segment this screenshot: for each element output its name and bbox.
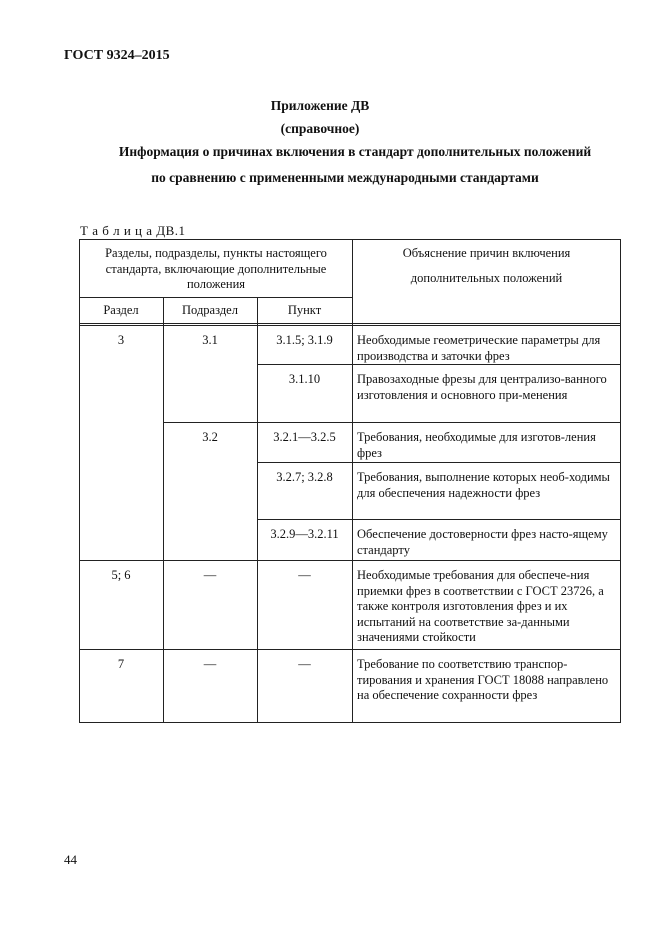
row-line-1	[257, 364, 621, 365]
page-number: 44	[64, 852, 77, 867]
row-line-6	[79, 649, 621, 650]
cell-subsection: —	[203, 657, 217, 671]
cell-section: 3	[117, 333, 125, 347]
header-bottom-line	[79, 323, 621, 324]
cell-subsection: 3.1	[202, 333, 218, 347]
cell-subsection: —	[203, 568, 217, 582]
col-divider-1b	[163, 560, 164, 722]
cell-explanation: Требования, необходимые для изготов-ления фрез	[357, 430, 596, 460]
table-border-bottom	[79, 722, 621, 723]
cell-subsection: 3.2	[202, 430, 218, 444]
cell-clause: —	[298, 568, 311, 582]
annex-subtitle: (справочное)	[280, 121, 360, 136]
border-right	[620, 239, 621, 723]
cell-clause: 3.2.7; 3.2.8	[276, 470, 333, 484]
header-explanation-line2: дополнительных положений	[410, 271, 563, 285]
cell-clause: 3.2.1—3.2.5	[273, 430, 336, 444]
annex-title: Приложение ДВ	[270, 98, 370, 113]
cell-explanation: Требование по соответствию транспор-тирования и хранения ГОСТ 18088 направлено на обеспечение сохранности фрез	[357, 657, 609, 702]
cell-section: 7	[117, 657, 125, 671]
row-line-4	[257, 519, 621, 520]
cell-section: 5; 6	[111, 568, 131, 582]
annex-heading-line2: по сравнению с примененными международными стандартами	[151, 170, 539, 185]
header-explanation-line1: Объяснение причин включения	[402, 246, 571, 260]
document-code: ГОСТ 9324–2015	[64, 48, 170, 63]
row-line-3	[257, 462, 621, 463]
cell-explanation: Правозаходные фрезы для централизо-ванного изготовления и основного при-менения	[357, 372, 607, 402]
cell-explanation: Необходимые требования для обеспече-ния приемки фрез в соответствии с ГОСТ 23726, а также контроля изготовления фрез и их испытаний на соответствие за-данными значениями стойкости	[357, 568, 604, 644]
cell-clause: 3.2.9—3.2.11	[270, 527, 339, 541]
row-line-2	[163, 422, 621, 423]
header-section: Раздел	[103, 303, 139, 317]
header-clause: Пункт	[287, 303, 322, 317]
header-group: Разделы, подразделы, пункты настоящего стандарта, включающие дополнительные положения	[105, 246, 327, 291]
row-line-5	[79, 560, 621, 561]
table-border-top	[79, 239, 621, 240]
annex-heading-line1: Информация о причинах включения в стандарт дополнительных положений	[118, 144, 592, 159]
header-divider	[79, 297, 352, 298]
table-caption: Т а б л и ц а ДВ.1	[80, 223, 186, 238]
cell-explanation: Обеспечение достоверности фрез насто-ящему стандарту	[357, 527, 608, 557]
cell-clause: 3.1.5; 3.1.9	[276, 333, 333, 347]
header-subsection: Подраздел	[182, 303, 238, 317]
cell-clause: —	[298, 657, 311, 671]
cell-clause: 3.1.10	[288, 372, 321, 386]
header-bottom-line-double	[79, 325, 621, 326]
cell-explanation: Необходимые геометрические параметры для производства и заточки фрез	[357, 333, 601, 363]
cell-explanation: Требования, выполнение которых необ-ходимы для обеспечения надежности фрез	[357, 470, 610, 500]
